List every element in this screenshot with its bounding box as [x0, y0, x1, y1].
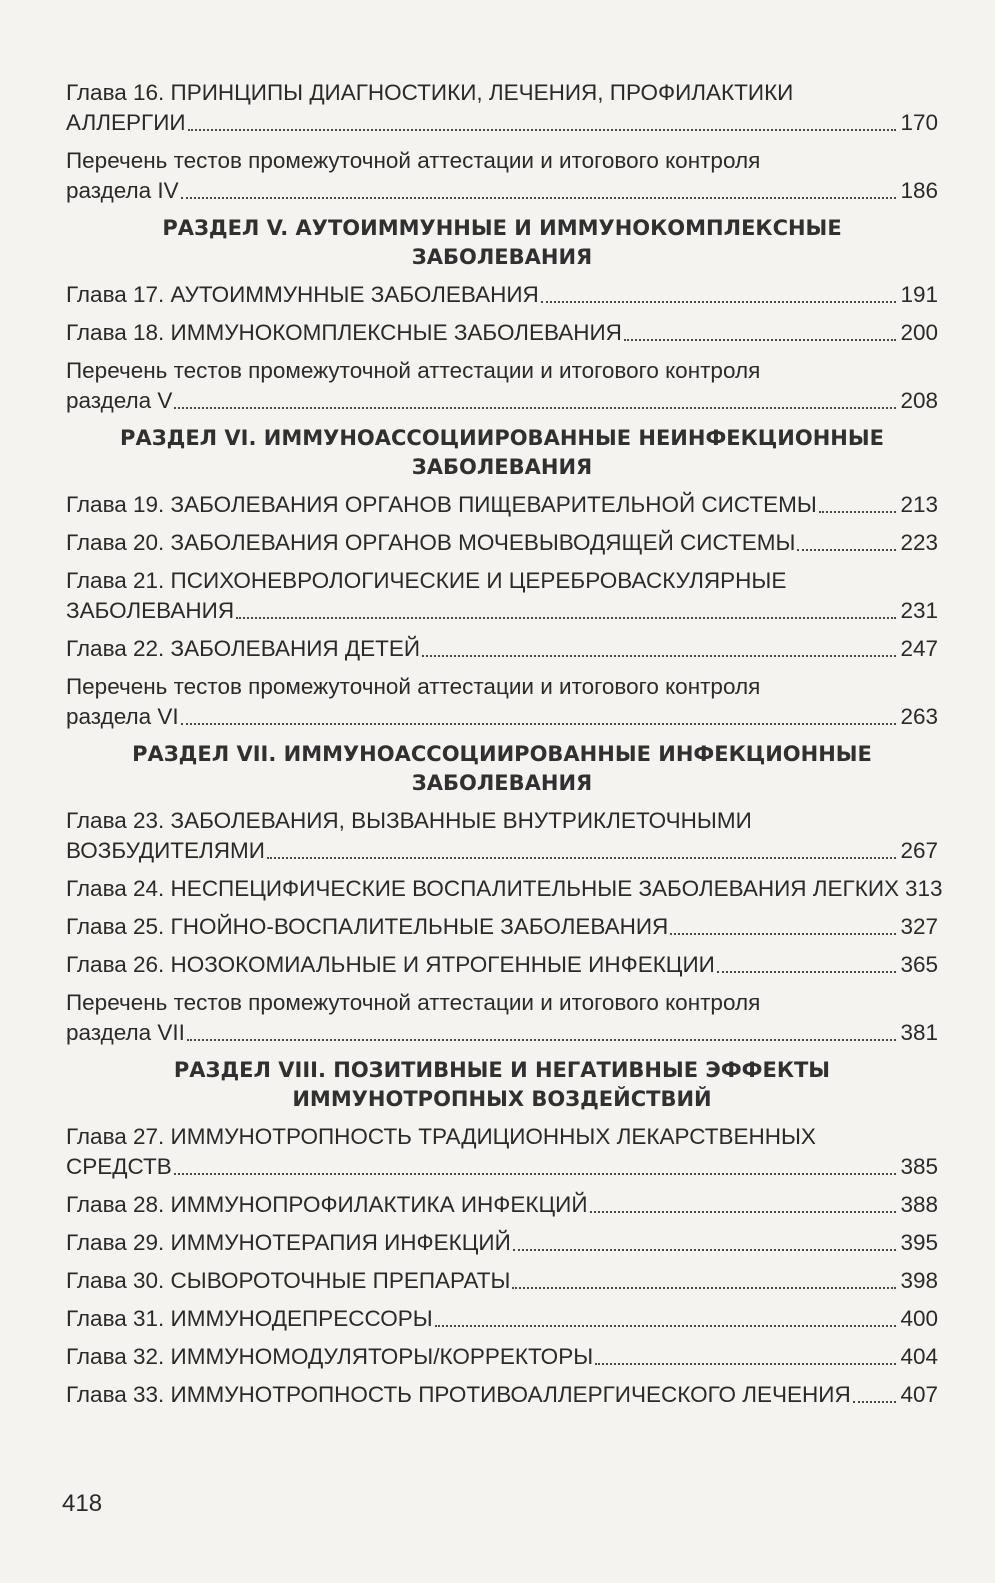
toc-entry[interactable] — [66, 912, 938, 942]
dot-leader — [797, 549, 896, 551]
section-heading — [66, 1056, 938, 1114]
section-heading-line: ИММУНОТРОПНЫХ ВОЗДЕЙСТВИЙ — [292, 1087, 712, 1111]
dot-leader — [819, 511, 897, 513]
toc-entry[interactable] — [66, 874, 943, 904]
toc-page-number: 247 — [900, 636, 938, 661]
dot-leader — [513, 1249, 897, 1251]
toc-entry-last-line — [66, 528, 938, 558]
toc-entry-title: Перечень тестов промежуточной аттестации и итогового контроля — [66, 358, 761, 383]
toc-entry[interactable] — [66, 634, 938, 664]
toc-entry[interactable] — [66, 1266, 938, 1296]
toc-entry-title: Перечень тестов промежуточной аттестации и итогового контроля — [66, 990, 761, 1015]
toc-entry-last-line — [66, 1304, 938, 1334]
toc-entry-last-line — [66, 176, 938, 206]
toc-page-number: 170 — [900, 110, 938, 135]
toc-page-number: 213 — [900, 492, 938, 517]
section-heading — [66, 214, 938, 272]
toc-entry-title: Глава 27. ИММУНОТРОПНОСТЬ ТРАДИЦИОННЫХ ЛЕКАРСТВЕННЫХ — [66, 1124, 816, 1149]
toc-entry[interactable] — [66, 1304, 938, 1334]
toc-entry[interactable] — [66, 1190, 938, 1220]
toc-entry-title: Глава 30. СЫВОРОТОЧНЫЕ ПРЕПАРАТЫ — [66, 1268, 511, 1293]
dot-leader — [422, 655, 896, 657]
toc-entry-last-line — [66, 318, 938, 348]
dot-leader — [435, 1325, 897, 1327]
toc-entry[interactable] — [66, 1380, 938, 1410]
toc-entry-title: Глава 19. ЗАБОЛЕВАНИЯ ОРГАНОВ ПИЩЕВАРИТЕЛЬНОЙ СИСТЕМЫ — [66, 492, 817, 517]
dot-leader — [174, 1173, 897, 1175]
toc-page-number: 231 — [900, 598, 938, 623]
toc-entry-last-line — [66, 950, 938, 980]
dot-leader — [853, 1401, 897, 1403]
toc-entry-title: Глава 33. ИММУНОТРОПНОСТЬ ПРОТИВОАЛЛЕРГИЧЕСКОГО ЛЕЧЕНИЯ — [66, 1382, 851, 1407]
toc-page-number: 398 — [900, 1268, 938, 1293]
toc-entry-title: Перечень тестов промежуточной аттестации и итогового контроля — [66, 674, 761, 699]
table-of-contents — [66, 78, 943, 1418]
section-heading-line: ЗАБОЛЕВАНИЯ — [411, 455, 593, 479]
toc-entry-last-line — [66, 1190, 938, 1220]
toc-entry-last-line — [66, 1266, 938, 1296]
toc-page-number: 400 — [900, 1306, 938, 1331]
toc-page-number: 200 — [900, 320, 938, 345]
toc-entry-title: Глава 20. ЗАБОЛЕВАНИЯ ОРГАНОВ МОЧЕВЫВОДЯЩЕЙ СИСТЕМЫ — [66, 530, 796, 555]
section-heading — [66, 424, 938, 482]
dot-leader — [174, 407, 896, 409]
toc-entry[interactable] — [66, 566, 938, 626]
toc-entry-last-line — [66, 596, 938, 626]
toc-entry-title: Глава 31. ИММУНОДЕПРЕССОРЫ — [66, 1306, 433, 1331]
section-heading-line: РАЗДЕЛ V. АУТОИММУННЫЕ И ИММУНОКОМПЛЕКСНЫЕ — [162, 216, 842, 240]
toc-entry-title: Глава 26. НОЗОКОМИАЛЬНЫЕ И ЯТРОГЕННЫЕ ИНФЕКЦИИ — [66, 952, 715, 977]
dot-leader — [267, 857, 896, 859]
toc-page-number: 385 — [900, 1154, 938, 1179]
toc-entry-last-line — [66, 280, 938, 310]
section-heading-line: РАЗДЕЛ VI. ИММУНОАССОЦИИРОВАННЫЕ НЕИНФЕКЦИОННЫЕ — [120, 426, 884, 450]
toc-entry[interactable] — [66, 672, 938, 732]
toc-entry-last-line — [66, 1380, 938, 1410]
toc-entry-title: Глава 24. НЕСПЕЦИФИЧЕСКИЕ ВОСПАЛИТЕЛЬНЫЕ ЗАБОЛЕВАНИЯ ЛЕГКИХ — [66, 876, 900, 901]
toc-entry-last-line — [66, 1018, 938, 1048]
toc-page-number: 191 — [900, 282, 938, 307]
toc-page-number: 407 — [900, 1382, 938, 1407]
toc-entry-title: раздела VI — [66, 704, 179, 729]
toc-entry-last-line — [66, 912, 938, 942]
toc-entry-title: АЛЛЕРГИИ — [66, 110, 186, 135]
section-heading — [66, 740, 938, 798]
toc-entry[interactable] — [66, 78, 938, 138]
toc-entry-last-line — [66, 836, 938, 866]
toc-entry[interactable] — [66, 1342, 938, 1372]
toc-entry-title: Глава 17. АУТОИММУННЫЕ ЗАБОЛЕВАНИЯ — [66, 282, 539, 307]
toc-entry-last-line — [66, 874, 943, 904]
dot-leader — [541, 301, 897, 303]
toc-page-number: 365 — [900, 952, 938, 977]
toc-entry-title: Глава 23. ЗАБОЛЕВАНИЯ, ВЫЗВАННЫЕ ВНУТРИКЛЕТОЧНЫМИ — [66, 808, 752, 833]
toc-page-number: 208 — [900, 388, 938, 413]
section-heading-line: РАЗДЕЛ VII. ИММУНОАССОЦИИРОВАННЫЕ ИНФЕКЦИОННЫЕ — [132, 742, 872, 766]
dot-leader — [717, 971, 897, 973]
toc-entry-last-line — [66, 634, 938, 664]
toc-entry-title: раздела IV — [66, 178, 179, 203]
toc-entry[interactable] — [66, 1122, 938, 1182]
toc-entry[interactable] — [66, 988, 938, 1048]
toc-entry-title: Глава 18. ИММУНОКОМПЛЕКСНЫЕ ЗАБОЛЕВАНИЯ — [66, 320, 622, 345]
toc-entry[interactable] — [66, 356, 938, 416]
toc-entry-last-line — [66, 1228, 938, 1258]
toc-entry-last-line — [66, 1152, 938, 1182]
toc-entry-title: Глава 29. ИММУНОТЕРАПИЯ ИНФЕКЦИЙ — [66, 1230, 511, 1255]
toc-entry-title: раздела V — [66, 388, 173, 413]
dot-leader — [236, 617, 896, 619]
toc-entry-title: Глава 22. ЗАБОЛЕВАНИЯ ДЕТЕЙ — [66, 636, 421, 661]
toc-entry-title: Глава 21. ПСИХОНЕВРОЛОГИЧЕСКИЕ И ЦЕРЕБРОВАСКУЛЯРНЫЕ — [66, 568, 787, 593]
toc-entry[interactable] — [66, 1228, 938, 1258]
section-heading-line: ЗАБОЛЕВАНИЯ — [411, 245, 593, 269]
toc-page-number: 263 — [900, 704, 938, 729]
toc-page-number: 223 — [900, 530, 938, 555]
toc-entry-last-line — [66, 1342, 938, 1372]
toc-page-number: 381 — [900, 1020, 938, 1045]
dot-leader — [624, 339, 897, 341]
dot-leader — [512, 1287, 896, 1289]
toc-entry[interactable] — [66, 950, 938, 980]
dot-leader — [187, 1039, 897, 1041]
toc-page-number: 404 — [900, 1344, 938, 1369]
toc-entry[interactable] — [66, 146, 938, 206]
dot-leader — [188, 129, 897, 131]
toc-entry-title: ВОЗБУДИТЕЛЯМИ — [66, 838, 265, 863]
dot-leader — [181, 197, 897, 199]
toc-entry[interactable] — [66, 490, 938, 520]
toc-page-number: 267 — [900, 838, 938, 863]
toc-entry-last-line — [66, 702, 938, 732]
toc-entry[interactable] — [66, 318, 938, 348]
toc-page-number: 313 — [905, 876, 943, 901]
dot-leader — [595, 1363, 896, 1365]
toc-entry-last-line — [66, 490, 938, 520]
toc-page-number: 327 — [900, 914, 938, 939]
toc-entry-title: раздела VII — [66, 1020, 185, 1045]
section-heading-line: РАЗДЕЛ VIII. ПОЗИТИВНЫЕ И НЕГАТИВНЫЕ ЭФФЕКТЫ — [173, 1058, 831, 1082]
toc-page-number: 395 — [900, 1230, 938, 1255]
toc-entry-title: Перечень тестов промежуточной аттестации и итогового контроля — [66, 148, 761, 173]
toc-entry-title: Глава 16. ПРИНЦИПЫ ДИАГНОСТИКИ, ЛЕЧЕНИЯ, ПРОФИЛАКТИКИ — [66, 80, 794, 105]
toc-entry-last-line — [66, 108, 938, 138]
dot-leader — [181, 723, 897, 725]
dot-leader — [590, 1211, 897, 1213]
page-number: 418 — [62, 1490, 103, 1517]
toc-entry-last-line — [66, 386, 938, 416]
toc-entry-title: ЗАБОЛЕВАНИЯ — [66, 598, 235, 623]
toc-entry-title: Глава 28. ИММУНОПРОФИЛАКТИКА ИНФЕКЦИЙ — [66, 1192, 588, 1217]
toc-entry-title: СРЕДСТВ — [66, 1154, 172, 1179]
toc-page-number: 186 — [900, 178, 938, 203]
toc-entry-title: Глава 32. ИММУНОМОДУЛЯТОРЫ/КОРРЕКТОРЫ — [66, 1344, 594, 1369]
toc-entry[interactable] — [66, 528, 938, 558]
section-heading-line: ЗАБОЛЕВАНИЯ — [411, 771, 593, 795]
toc-entry[interactable] — [66, 806, 938, 866]
toc-page-number: 388 — [900, 1192, 938, 1217]
toc-entry-title: Глава 25. ГНОЙНО-ВОСПАЛИТЕЛЬНЫЕ ЗАБОЛЕВАНИЯ — [66, 914, 669, 939]
toc-entry[interactable] — [66, 280, 938, 310]
dot-leader — [670, 933, 896, 935]
